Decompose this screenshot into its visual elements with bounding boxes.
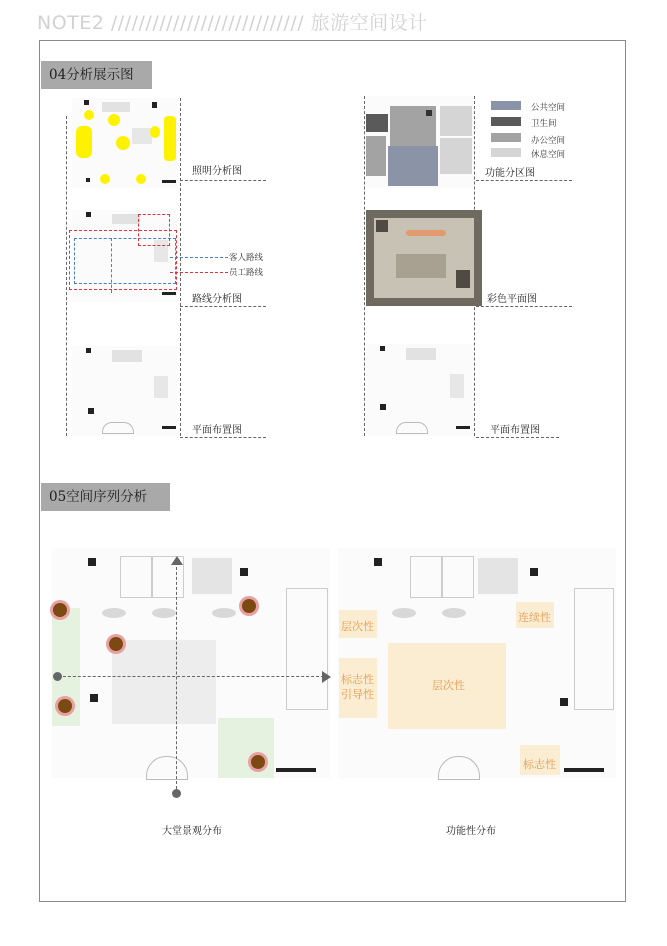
caption-route: 路线分析图 [192,294,242,305]
section-04-title: 04分析展示图 [41,61,152,89]
layout-plan-right [366,344,474,436]
caption-zones: 功能分区图 [485,168,535,179]
legend-label-office: 办公空间 [531,136,566,146]
landscape-hotspot [58,699,72,713]
caption-lobby-landscape: 大堂景观分布 [162,826,222,837]
axis-origin-dot [172,789,181,798]
tag-hierarchy-center: 层次性 [432,679,465,692]
axis-arrow-up-icon [171,556,183,565]
tag-guidance: 引导性 [341,688,374,701]
legend-swatch-office [491,133,521,142]
tag-continuity: 连续性 [518,611,551,624]
guest-route-legend-line [170,257,228,258]
horizontal-axis-line [58,676,324,677]
legend-swatch-rest [491,148,521,157]
zone-plan [366,96,474,188]
caption-layout-right: 平面布置图 [490,425,540,436]
tag-landmark-right: 标志性 [523,758,556,771]
landscape-hotspot [242,599,256,613]
legend-label-rest: 休息空间 [531,150,566,160]
section-05-title: 05空间序列分析 [41,483,170,511]
caption-lighting: 照明分析图 [192,166,242,177]
axis-start-dot [53,672,62,681]
staff-route-legend-line [170,272,228,273]
light-spot [136,174,146,184]
lobby-landscape-plan [52,548,330,778]
legend-swatch-public [491,101,521,110]
landscape-hotspot [53,603,67,617]
landscape-hotspot [109,637,123,651]
page-header: NOTE2 //////////////////////////// 旅游空间设计 [37,12,428,34]
light-spot [108,114,120,126]
vertical-axis-line [176,562,177,794]
light-spot [150,126,160,138]
tag-hierarchy-left: 层次性 [341,620,374,633]
caption-functional: 功能性分布 [446,826,496,837]
legend-staff-route: 员工路线 [229,268,264,278]
tag-landmark-left: 标志性 [341,673,374,686]
color-plan [366,210,482,306]
light-spot [84,110,94,120]
left-plan-column [66,98,186,438]
legend-swatch-restroom [491,117,521,126]
light-spot [116,136,130,150]
layout-plan-left [72,346,177,436]
caption-layout-left: 平面布置图 [192,425,242,436]
light-zone [164,116,176,161]
legend-label-restroom: 卫生间 [531,119,557,129]
light-spot [100,174,110,184]
legend-label-public: 公共空间 [531,103,566,113]
right-plan-column [364,96,479,438]
landscape-hotspot [251,755,265,769]
axis-arrow-right-icon [322,671,331,683]
light-zone [76,126,92,158]
legend-guest-route: 客人路线 [229,253,264,263]
caption-color-plan: 彩色平面图 [487,294,537,305]
